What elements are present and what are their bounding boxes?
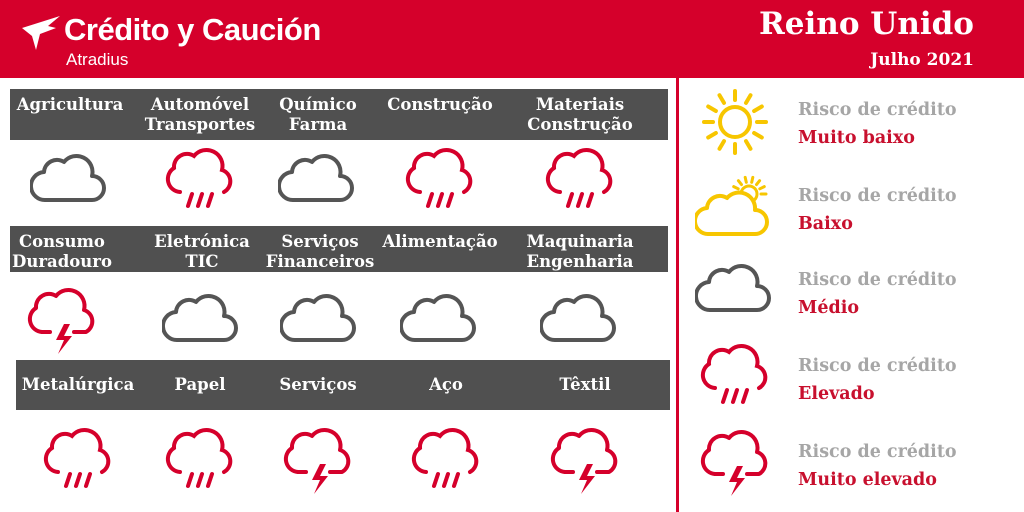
cloud-storm-icon bbox=[695, 424, 775, 504]
legend-level: Muito elevado bbox=[798, 470, 937, 490]
cloud-rain-high-icon bbox=[406, 422, 486, 502]
sector-label-line1: Construção bbox=[387, 95, 493, 114]
sun-cloud-icon bbox=[695, 168, 775, 248]
sector-label-line2: Farma bbox=[288, 115, 348, 134]
legend-level: Elevado bbox=[798, 384, 875, 404]
sector-label-line1: Alimentação bbox=[382, 232, 498, 251]
brand-subtitle: Atradius bbox=[66, 50, 129, 69]
sector-label bbox=[17, 95, 124, 115]
sector-label bbox=[559, 375, 610, 395]
sector-label-line1: Químico bbox=[279, 95, 357, 114]
cloud-rain-icon bbox=[695, 338, 775, 418]
legend-label: Risco de crédito bbox=[798, 100, 957, 120]
sector-label-line1: Maquinaria bbox=[526, 232, 634, 251]
sector-label-line1: Serviços bbox=[279, 375, 357, 394]
legend-level: Muito baixo bbox=[798, 128, 915, 148]
sector-label-line1: Aço bbox=[429, 375, 463, 394]
legend-label: Risco de crédito bbox=[798, 270, 957, 290]
sector-label-line2: Transportes bbox=[144, 115, 256, 134]
cloud-medium-icon bbox=[162, 282, 242, 362]
sector-label bbox=[145, 95, 255, 135]
cloud-storm-very-high-icon bbox=[22, 282, 102, 362]
sector-label bbox=[22, 375, 135, 395]
sector-label-line1: Eletrónica bbox=[154, 232, 250, 251]
sector-label bbox=[382, 232, 497, 252]
sector-label bbox=[175, 375, 226, 395]
sector-label-line2: Duradouro bbox=[12, 252, 112, 271]
sector-label bbox=[12, 232, 112, 272]
legend-label: Risco de crédito bbox=[798, 186, 957, 206]
legend-level: Baixo bbox=[798, 214, 853, 234]
cloud-storm-very-high-icon bbox=[545, 422, 625, 502]
sector-label bbox=[526, 232, 633, 272]
cloud-medium-icon bbox=[400, 282, 480, 362]
cloud-medium-icon bbox=[278, 142, 358, 222]
sector-label-line2: Engenharia bbox=[526, 252, 634, 271]
sector-label bbox=[387, 95, 492, 115]
sector-label bbox=[527, 95, 632, 135]
sector-label-line1: Papel bbox=[174, 375, 226, 394]
cloud-rain-high-icon bbox=[400, 142, 480, 222]
sector-label-line1: Serviços bbox=[281, 232, 359, 251]
report-date: Julho 2021 bbox=[870, 50, 974, 70]
sector-label-line2: TIC bbox=[185, 252, 219, 271]
sun-icon bbox=[695, 82, 775, 162]
sector-label bbox=[279, 375, 356, 395]
sector-label bbox=[154, 232, 250, 272]
sector-label bbox=[279, 95, 356, 135]
sector-label-line1: Consumo bbox=[19, 232, 105, 251]
sector-label-line2: Financeiros bbox=[265, 252, 375, 271]
cloud-medium-icon bbox=[280, 282, 360, 362]
sector-label-line1: Metalúrgica bbox=[21, 375, 135, 394]
country-title: Reino Unido bbox=[759, 6, 974, 42]
sector-label bbox=[429, 375, 463, 395]
legend-label: Risco de crédito bbox=[798, 356, 957, 376]
legend-label: Risco de crédito bbox=[798, 442, 957, 462]
header-bar bbox=[0, 0, 1024, 78]
cloud-rain-high-icon bbox=[38, 422, 118, 502]
cloud-rain-high-icon bbox=[540, 142, 620, 222]
cloud-medium-icon bbox=[540, 282, 620, 362]
sector-label-line1: Automóvel bbox=[150, 95, 250, 114]
vertical-divider bbox=[676, 78, 679, 512]
cloud-medium-icon bbox=[30, 142, 110, 222]
brand-name: Crédito y Caución bbox=[64, 12, 321, 47]
cloud-rain-high-icon bbox=[160, 422, 240, 502]
atradius-logo-icon bbox=[20, 14, 62, 52]
sector-label-line1: Agricultura bbox=[16, 95, 124, 114]
sector-label-line2: Construção bbox=[527, 115, 633, 134]
sector-label-line1: Têxtil bbox=[559, 375, 611, 394]
cloud-storm-very-high-icon bbox=[278, 422, 358, 502]
sector-label bbox=[266, 232, 374, 272]
sector-label-line1: Materiais bbox=[535, 95, 625, 114]
legend-level: Médio bbox=[798, 298, 860, 318]
cloud-rain-high-icon bbox=[160, 142, 240, 222]
cloud-icon bbox=[695, 252, 775, 332]
